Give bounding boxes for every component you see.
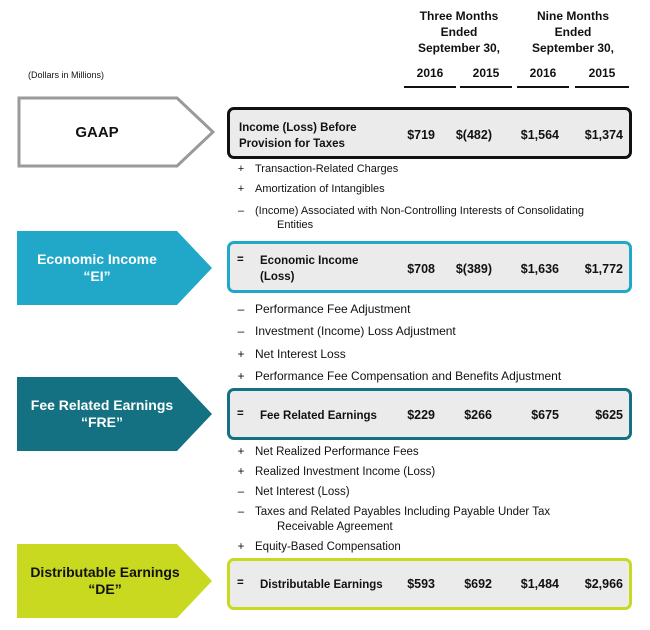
year-col-1: 2016: [416, 66, 444, 80]
header-nine-months-line3: September 30,: [531, 41, 615, 55]
ei-box: [227, 241, 632, 293]
adjustment-row: [235, 505, 635, 533]
de-value-2: $692: [464, 577, 492, 591]
fre-value-4: $625: [595, 408, 623, 422]
de-value-4: $2,966: [584, 577, 623, 591]
adjustment-text: Transaction-Related Charges: [255, 163, 399, 175]
adjustment-text: Investment (Income) Loss Adjustment: [255, 324, 456, 338]
gaap-arrow-label: [17, 96, 177, 168]
adjustment-text: Performance Fee Adjustment: [255, 302, 411, 316]
de-arrow-label-line1: Distributable Earnings: [30, 564, 180, 580]
adjustment-row: [235, 465, 635, 479]
gaap-value-3: $1,564: [520, 128, 559, 142]
header-nine-months-line2: Ended: [554, 25, 592, 39]
header-three-months: [404, 8, 514, 56]
adjustment-op: –: [237, 486, 245, 498]
adjustment-text: Performance Fee Compensation and Benefits Adjustment: [255, 369, 562, 383]
adjustment-text-continued: Entities: [277, 219, 314, 231]
underline-col-3: [517, 86, 569, 88]
adjustment-op: +: [237, 446, 245, 458]
adjustment-op: –: [237, 205, 245, 217]
adjustment-op: –: [237, 506, 245, 518]
fre-arrow-label-line1: Fee Related Earnings: [30, 397, 174, 413]
year-col-3: 2016: [529, 66, 557, 80]
adjustment-row: [235, 302, 635, 316]
header-three-months-line1: Three Months: [419, 9, 499, 23]
adjustment-text: Amortization of Intangibles: [255, 183, 385, 195]
adjustment-text: Taxes and Related Payables Including Payable Under Tax: [255, 506, 551, 518]
underline-col-4: [575, 86, 629, 88]
adjustment-row: [235, 182, 635, 196]
header-three-months-line2: Ended: [440, 25, 478, 39]
adjustment-row: [235, 347, 635, 361]
de-box-label-line1: Distributable Earnings: [260, 579, 383, 591]
ei-arrow-label-line2: “EI”: [83, 268, 111, 284]
de-equals-sign: =: [237, 577, 244, 589]
adjustment-row: [235, 204, 635, 232]
ei-arrow-label-line1: Economic Income: [37, 251, 157, 267]
adjustment-text: (Income) Associated with Non-Controlling Interests of Consolidating: [255, 205, 584, 217]
gaap-box-label-line2: Provision for Taxes: [239, 138, 345, 150]
units-note: (Dollars in Millions): [28, 70, 105, 80]
adjustment-op: +: [237, 369, 245, 383]
fre-box-label: [260, 408, 377, 424]
adjustment-op: +: [237, 541, 245, 553]
de-arrow-label: [17, 544, 193, 618]
adjustment-text: Net Interest Loss: [255, 347, 346, 361]
de-value-1: $593: [407, 577, 435, 591]
adjustment-op: +: [237, 466, 245, 478]
adjustment-row: [235, 485, 635, 499]
year-col-2: 2015: [472, 66, 500, 80]
gaap-box: [227, 107, 632, 159]
adjustment-op: –: [237, 324, 245, 338]
ei-equals-sign: =: [237, 254, 244, 266]
header-nine-months: [517, 8, 629, 56]
ei-box-label-line2: (Loss): [260, 271, 295, 283]
de-value-3: $1,484: [520, 577, 559, 591]
de-box-label: [260, 577, 383, 593]
fre-equals-sign: =: [237, 408, 244, 420]
ei-box-label-line1: Economic Income: [260, 255, 359, 267]
de-box: [227, 558, 632, 610]
gaap-value-2: $(482): [455, 128, 492, 142]
gaap-value-4: $1,374: [584, 128, 623, 142]
ei-value-4: $1,772: [584, 262, 623, 276]
de-arrow-label-line2: “DE”: [88, 581, 122, 597]
ei-arrow: [17, 231, 212, 305]
adjustment-op: +: [237, 183, 245, 195]
ei-value-3: $1,636: [520, 262, 559, 276]
fre-value-3: $675: [531, 408, 559, 422]
adjustment-row: [235, 540, 635, 554]
ei-box-label: [260, 253, 358, 285]
adjustment-text: Net Realized Performance Fees: [255, 446, 419, 458]
underline-col-1: [404, 86, 456, 88]
header-nine-months-line1: Nine Months: [537, 9, 609, 23]
ei-arrow-label: [17, 231, 177, 305]
adjustment-op: –: [237, 302, 245, 316]
fre-value-1: $229: [407, 408, 435, 422]
underline-col-2: [460, 86, 512, 88]
gaap-box-label-line1: Income (Loss) Before: [239, 122, 357, 134]
ei-value-1: $708: [407, 262, 435, 276]
adjustment-row: [235, 324, 635, 338]
gaap-arrow-label-line1: GAAP: [75, 123, 119, 141]
fre-arrow: [17, 377, 212, 451]
gaap-arrow: [17, 96, 215, 168]
header-three-months-line3: September 30,: [417, 41, 501, 55]
de-arrow: [17, 544, 212, 618]
adjustment-row: [235, 162, 635, 176]
ei-value-2: $(389): [455, 262, 492, 276]
adjustment-text: Equity-Based Compensation: [255, 541, 401, 553]
fre-box: [227, 388, 632, 440]
adjustment-text-continued: Receivable Agreement: [277, 521, 393, 533]
adjustment-op: +: [237, 347, 245, 361]
adjustment-text: Realized Investment Income (Loss): [255, 466, 436, 478]
fre-box-label-line1: Fee Related Earnings: [260, 410, 377, 422]
adjustment-row: [235, 369, 635, 383]
fre-arrow-label-line2: “FRE”: [81, 414, 123, 430]
gaap-box-label: [239, 120, 357, 152]
year-col-4: 2015: [588, 66, 616, 80]
adjustment-row: [235, 445, 635, 459]
gaap-value-1: $719: [407, 128, 435, 142]
adjustment-text: Net Interest (Loss): [255, 486, 350, 498]
adjustment-op: +: [237, 163, 245, 175]
fre-value-2: $266: [464, 408, 492, 422]
fre-arrow-label: [17, 377, 187, 451]
